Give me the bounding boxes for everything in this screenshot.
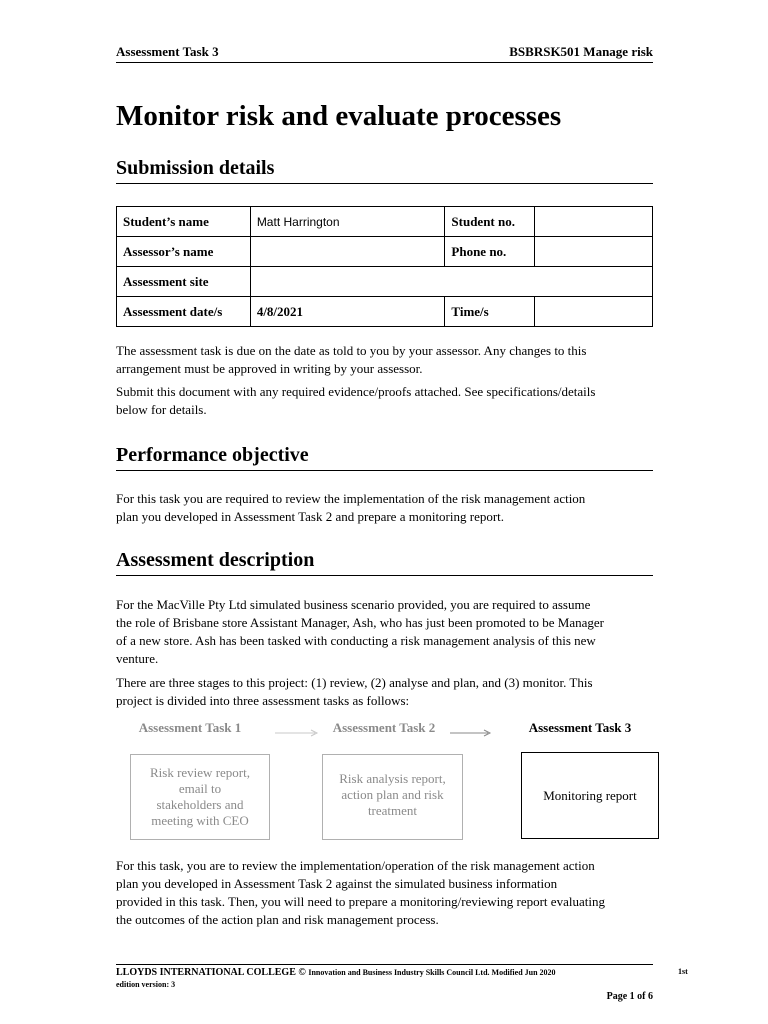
text-line: The assessment task is due on the date as told to you by your assessor. Any changes to this: [116, 343, 587, 358]
student-no-label: Student no.: [445, 207, 535, 237]
table-row: [117, 237, 653, 267]
footer-college: LLOYDS INTERNATIONAL COLLEGE ©: [116, 967, 306, 978]
performance-paragraph: [116, 490, 653, 526]
page-header: [116, 42, 653, 63]
text-line: provided in this task. Then, you will need to prepare a monitoring/reviewing report evaluating: [116, 894, 605, 909]
page-title: Monitor risk and evaluate processes: [116, 100, 562, 132]
text-line: There are three stages to this project: (1) review, (2) analyse and plan, and (3) monitor. This: [116, 675, 593, 690]
arrow-right-icon: [450, 728, 494, 738]
text-line: venture.: [116, 651, 159, 666]
text-line: project is divided into three assessment tasks as follows:: [116, 693, 410, 708]
footer-edition-sup: 1st: [678, 967, 688, 976]
time-label: Time/s: [445, 297, 535, 327]
student-name-field[interactable]: Matt Harrington: [250, 207, 445, 237]
task3-box: [521, 752, 659, 839]
text-line: For this task, you are to review the implementation/operation of the risk management action: [116, 858, 595, 873]
submit-paragraph: [116, 383, 653, 419]
arrow-right-icon: [275, 728, 321, 738]
section-performance-heading: Performance objective: [116, 444, 653, 471]
text-line: below for details.: [116, 402, 207, 417]
task2-box: [322, 754, 463, 840]
table-row: [117, 267, 653, 297]
assessment-site-field[interactable]: [250, 267, 652, 297]
assessment-date-field[interactable]: 4/8/2021: [250, 297, 445, 327]
section-submission-heading: Submission details: [116, 157, 653, 184]
box-text: meeting with CEO: [151, 813, 249, 828]
task1-box: [130, 754, 270, 840]
table-row: [117, 297, 653, 327]
box-text: Monitoring report: [543, 787, 637, 803]
task3-title: Assessment Task 3: [528, 720, 632, 735]
text-line: the outcomes of the action plan and risk management process.: [116, 912, 439, 927]
student-name-label: Student’s name: [117, 207, 251, 237]
assessor-name-field[interactable]: [250, 237, 445, 267]
task2-title: Assessment Task 2: [332, 720, 436, 735]
time-field[interactable]: [535, 297, 653, 327]
footer-copyright: [116, 967, 556, 978]
table-row: [117, 207, 653, 237]
phone-field[interactable]: [535, 237, 653, 267]
box-text: treatment: [367, 803, 418, 818]
footer-copyright-text: Innovation and Business Industry Skills Council Ltd. Modified Jun 2020: [308, 968, 556, 977]
box-text: email to: [178, 781, 222, 796]
description-paragraph: [116, 596, 653, 668]
text-line: plan you developed in Assessment Task 2 and prepare a monitoring report.: [116, 509, 505, 524]
task-paragraph: [116, 857, 653, 929]
text-line: For this task you are required to review the implementation of the risk management action: [116, 491, 586, 506]
student-no-field[interactable]: [535, 207, 653, 237]
phone-label: Phone no.: [445, 237, 535, 267]
text-line: Submit this document with any required evidence/proofs attached. See specifications/details: [116, 384, 596, 399]
submission-table: [116, 206, 653, 327]
text-line: arrangement must be approved in writing by your assessor.: [116, 361, 423, 376]
text-line: plan you developed in Assessment Task 2 against the simulated business information: [116, 876, 558, 891]
assessor-name-label: Assessor’s name: [117, 237, 251, 267]
text-line: the role of Brisbane store Assistant Manager, Ash, who has just been promoted to be Manager: [116, 615, 604, 630]
header-unit: BSBRSK501 Manage risk: [509, 44, 653, 59]
page-footer: [116, 964, 688, 1002]
box-text: action plan and risk: [341, 787, 444, 802]
stages-paragraph: [116, 674, 653, 710]
box-text: Risk analysis report,: [339, 771, 446, 786]
due-date-paragraph: [116, 342, 653, 378]
text-line: of a new store. Ash has been tasked with conducting a risk management analysis of this new: [116, 633, 596, 648]
header-task: Assessment Task 3: [116, 44, 219, 59]
assessment-site-label: Assessment site: [117, 267, 251, 297]
page-number: Page 1 of 6: [606, 991, 653, 1002]
section-assessment-heading: Assessment description: [116, 549, 653, 576]
text-line: For the MacVille Pty Ltd simulated business scenario provided, you are required to assume: [116, 597, 591, 612]
task1-title: Assessment Task 1: [138, 720, 242, 735]
assessment-date-label: Assessment date/s: [117, 297, 251, 327]
box-text: Risk review report,: [149, 765, 250, 780]
box-text: stakeholders and: [156, 797, 244, 812]
footer-edition: edition version: 3: [116, 980, 176, 989]
